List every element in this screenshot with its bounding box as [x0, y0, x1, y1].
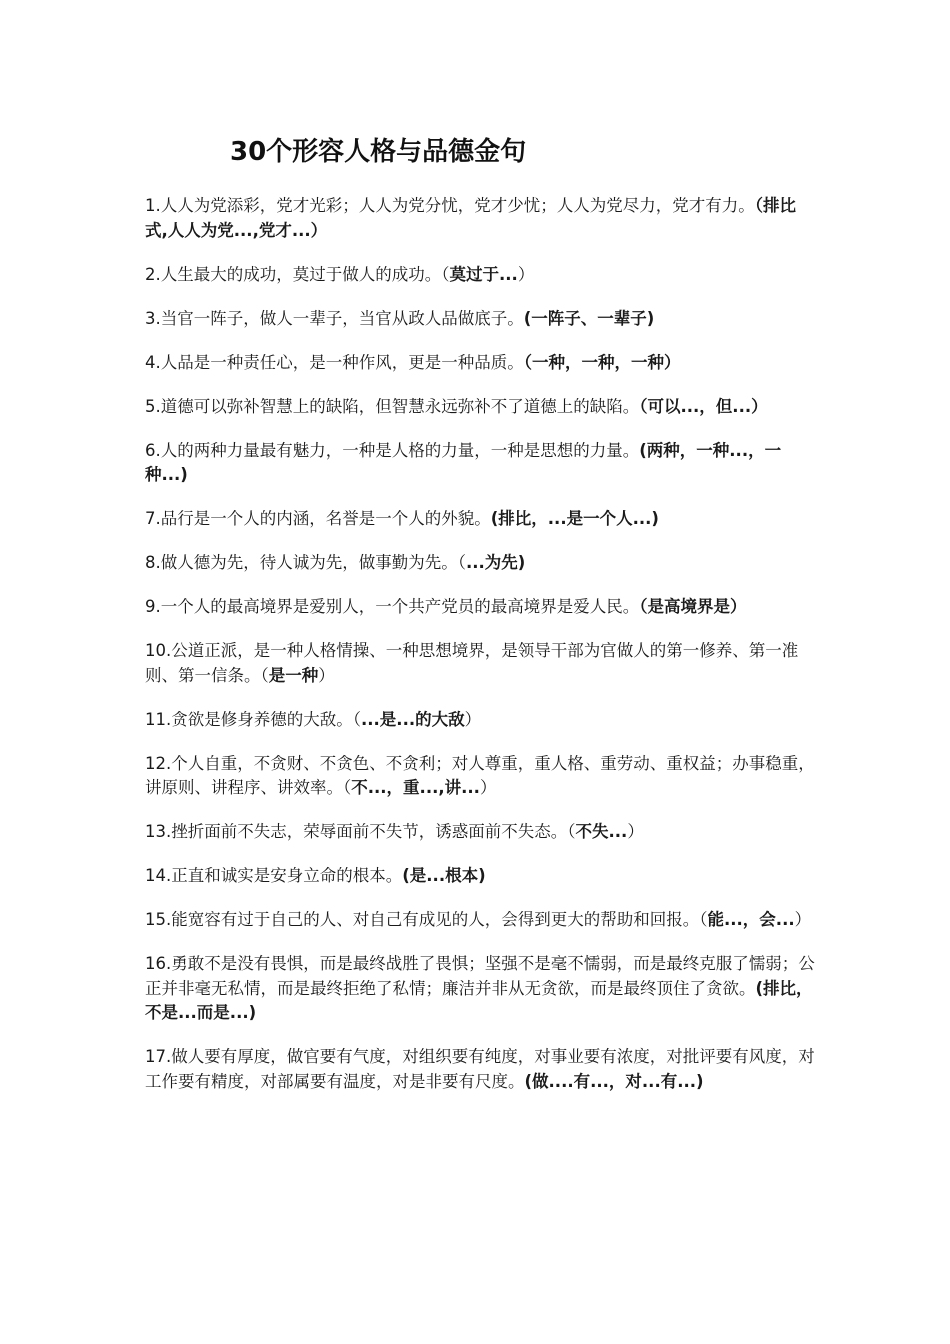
quote-item-1: [145, 194, 815, 243]
quote-item-3: [145, 307, 815, 332]
quote-item-8: [145, 551, 815, 576]
item-number: 7.: [145, 509, 161, 528]
item-note: (是...根本): [402, 866, 486, 885]
item-number: 6.: [145, 440, 161, 460]
item-number: 12.: [145, 753, 172, 773]
item-number: 17.: [145, 1047, 172, 1066]
item-tail: ）: [517, 264, 535, 284]
item-note: 能...，会...: [707, 910, 795, 929]
item-text: 人人为党添彩，党才光彩；人人为党分忧，党才少忧；人人为党尽力，党才有力。: [160, 196, 755, 215]
quote-item-7: [145, 507, 815, 532]
item-note: (两种，一种...，一种...): [145, 440, 782, 484]
item-number: 13.: [145, 822, 172, 841]
item-number: 2.: [145, 264, 161, 284]
item-text: 道德可以弥补智慧上的缺陷，但智慧永远弥补不了道德上的缺陷。: [160, 396, 640, 416]
item-text: 挫折面前不失志，荣辱面前不失节，诱惑面前不失态。（: [171, 822, 576, 841]
quote-item-4: [145, 351, 815, 376]
quote-item-11: [145, 708, 815, 733]
quote-item-10: [145, 639, 815, 688]
item-note: 是一种: [268, 665, 319, 685]
item-note: (排比，...是一个人...): [490, 509, 659, 528]
item-text: 做人德为先，待人诚为先，做事勤为先。（: [160, 553, 466, 572]
item-note: （一种，一种，一种）: [523, 352, 681, 372]
item-note: 不...，重...,讲...: [351, 778, 480, 797]
item-note: 不失...: [575, 822, 628, 841]
item-text: 一个人的最高境界是爱别人，一个共产党员的最高境界是爱人民。: [160, 597, 640, 616]
item-text: 人生最大的成功，莫过于做人的成功。（: [160, 264, 450, 284]
item-note: (一阵子、一辈子): [523, 308, 655, 328]
document-page: [145, 0, 815, 1114]
item-note: 莫过于...: [449, 264, 518, 284]
quote-item-14: [145, 864, 815, 889]
item-tail: ）: [464, 709, 482, 729]
item-tail: ）: [794, 910, 812, 929]
item-number: 3.: [145, 308, 161, 328]
quote-item-2: [145, 263, 815, 288]
item-text: 能宽容有过于自己的人、对自己有成见的人，会得到更大的帮助和回报。（: [171, 910, 708, 929]
item-number: 9.: [145, 597, 161, 616]
item-text: 勇敢不是没有畏惧，而是最终战胜了畏惧；坚强不是毫不懦弱，而是最终克服了懦弱；公正并非毫无私情，而是最终拒绝了私情；廉洁并非从无贪欲，而是最终顶住了贪欲。: [145, 954, 815, 998]
quote-item-17: [145, 1045, 815, 1094]
item-note: （排比式,人人为党...,党才...）: [145, 196, 796, 240]
item-text: 人的两种力量最有魅力，一种是人格的力量，一种是思想的力量。: [160, 440, 640, 460]
item-text: 正直和诚实是安身立命的根本。: [171, 866, 403, 885]
quote-item-13: [145, 820, 815, 845]
item-tail: ）: [479, 778, 497, 797]
item-number: 5.: [145, 396, 161, 416]
item-text: 公道正派，是一种人格情操、一种思想境界，是领导干部为官做人的第一修养、第一准则、第一信条。（: [145, 641, 799, 685]
item-note: (排比，不是...而是...): [145, 978, 813, 1022]
quote-item-5: [145, 395, 815, 420]
quote-item-16: [145, 952, 815, 1026]
quote-item-6: [145, 439, 815, 488]
item-number: 16.: [145, 954, 172, 973]
item-text: 人品是一种责任心，是一种作风，更是一种品质。: [160, 352, 524, 372]
quote-list: [145, 194, 815, 1094]
item-number: 10.: [145, 641, 172, 660]
item-number: 15.: [145, 910, 172, 929]
item-text: 当官一阵子，做人一辈子，当官从政人品做底子。: [160, 308, 524, 328]
item-tail: ）: [627, 822, 644, 841]
item-note: （是高境界是）: [639, 597, 747, 616]
document-title: 30个形容人格与品德金句: [230, 137, 527, 167]
item-number: 14.: [145, 866, 172, 885]
item-note: （可以...，但...）: [639, 396, 768, 416]
quote-item-15: [145, 908, 815, 933]
item-tail: ）: [318, 665, 335, 685]
item-text: 品行是一个人的内涵，名誉是一个人的外貌。: [160, 509, 491, 528]
item-note: ...为先): [466, 553, 526, 572]
item-note: (做....有...，对...有...): [524, 1071, 704, 1091]
quote-item-12: [145, 752, 815, 801]
item-text: 个人自重，不贪财、不贪色、不贪利；对人尊重，重人格、重劳动、重权益；办事稳重，讲原则、讲程序、讲效率。（: [145, 753, 815, 797]
item-number: 8.: [145, 553, 161, 572]
item-text: 做人要有厚度，做官要有气度，对组织要有纯度，对事业要有浓度，对批评要有风度，对工作要有精度，对部属要有温度，对是非要有尺度。: [145, 1047, 815, 1091]
item-text: 贪欲是修身养德的大敌。（: [171, 709, 361, 729]
item-number: 11.: [145, 709, 172, 729]
quote-item-9: [145, 595, 815, 620]
item-note: ...是...的大敌: [361, 709, 465, 729]
item-number: 1.: [145, 196, 161, 215]
item-number: 4.: [145, 352, 161, 372]
